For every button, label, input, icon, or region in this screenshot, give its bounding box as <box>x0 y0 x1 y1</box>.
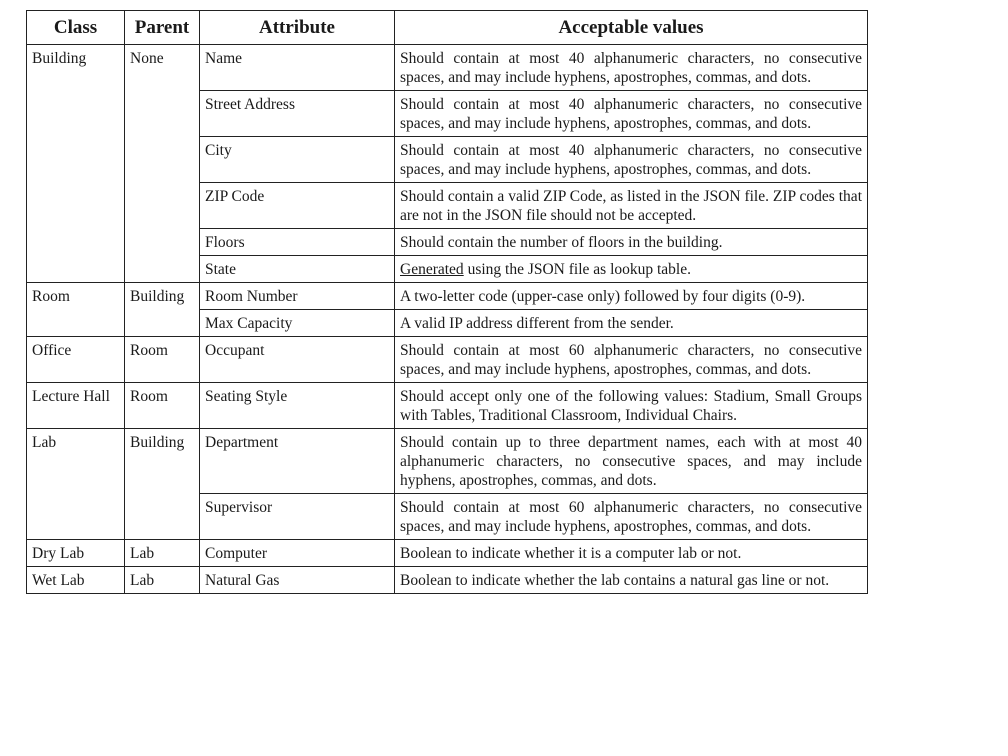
attribute-cell: Seating Style <box>200 383 395 429</box>
table-row <box>27 337 868 383</box>
value-cell: A valid IP address different from the sender. <box>395 310 868 337</box>
attribute-cell: Floors <box>200 229 395 256</box>
header-class: Class <box>27 11 125 45</box>
value-cell: Should contain at most 40 alphanumeric characters, no consecutive spaces, and may include hyphens, apostrophes, commas, and dots. <box>395 137 868 183</box>
header-parent: Parent <box>125 11 200 45</box>
attribute-cell: City <box>200 137 395 183</box>
attribute-cell: Room Number <box>200 283 395 310</box>
header-attribute: Attribute <box>200 11 395 45</box>
table-row <box>27 283 868 310</box>
parent-cell: Room <box>125 337 200 383</box>
value-cell: Should contain at most 40 alphanumeric characters, no consecutive spaces, and may include hyphens, apostrophes, commas, and dots. <box>395 45 868 91</box>
table-row <box>27 383 868 429</box>
value-cell: Should contain a valid ZIP Code, as listed in the JSON file. ZIP codes that are not in the JSON file should not be accepted. <box>395 183 868 229</box>
class-cell: Office <box>27 337 125 383</box>
attribute-cell: Street Address <box>200 91 395 137</box>
generated-underlined-text: Generated <box>400 261 464 278</box>
value-cell <box>395 256 868 283</box>
table-row <box>27 429 868 494</box>
value-cell: Boolean to indicate whether the lab contains a natural gas line or not. <box>395 567 868 594</box>
class-cell: Lecture Hall <box>27 383 125 429</box>
attribute-cell: Natural Gas <box>200 567 395 594</box>
value-text: using the JSON file as lookup table. <box>463 261 691 278</box>
table-row <box>27 45 868 91</box>
attribute-cell: Department <box>200 429 395 494</box>
value-cell: Should contain up to three department names, each with at most 40 alphanumeric characters, no consecutive spaces, and may include hyphens, apostrophes, commas, and dots. <box>395 429 868 494</box>
table-body <box>27 45 868 594</box>
attribute-cell: State <box>200 256 395 283</box>
value-cell: Should contain the number of floors in the building. <box>395 229 868 256</box>
value-cell: Should contain at most 40 alphanumeric characters, no consecutive spaces, and may include hyphens, apostrophes, commas, and dots. <box>395 91 868 137</box>
parent-cell: Lab <box>125 567 200 594</box>
value-cell: Should contain at most 60 alphanumeric characters, no consecutive spaces, and may include hyphens, apostrophes, commas, and dots. <box>395 494 868 540</box>
parent-cell: Lab <box>125 540 200 567</box>
attribute-cell: Occupant <box>200 337 395 383</box>
attribute-cell: Max Capacity <box>200 310 395 337</box>
header-row <box>27 11 868 45</box>
parent-cell: Room <box>125 383 200 429</box>
class-cell: Building <box>27 45 125 283</box>
class-cell: Wet Lab <box>27 567 125 594</box>
table-row <box>27 540 868 567</box>
parent-cell: None <box>125 45 200 283</box>
value-cell: Should contain at most 60 alphanumeric characters, no consecutive spaces, and may include hyphens, apostrophes, commas, and dots. <box>395 337 868 383</box>
table-row <box>27 567 868 594</box>
value-cell: Should accept only one of the following values: Stadium, Small Groups with Tables, Traditional Classroom, Individual Chairs. <box>395 383 868 429</box>
parent-cell: Building <box>125 283 200 337</box>
table-header <box>27 11 868 45</box>
header-acceptable-values: Acceptable values <box>395 11 868 45</box>
attribute-cell: Supervisor <box>200 494 395 540</box>
class-cell: Lab <box>27 429 125 540</box>
value-cell: Boolean to indicate whether it is a computer lab or not. <box>395 540 868 567</box>
value-cell: A two-letter code (upper-case only) followed by four digits (0-9). <box>395 283 868 310</box>
attribute-cell: Computer <box>200 540 395 567</box>
attribute-cell: ZIP Code <box>200 183 395 229</box>
class-attribute-table <box>26 10 868 594</box>
class-cell: Dry Lab <box>27 540 125 567</box>
class-cell: Room <box>27 283 125 337</box>
parent-cell: Building <box>125 429 200 540</box>
attribute-cell: Name <box>200 45 395 91</box>
